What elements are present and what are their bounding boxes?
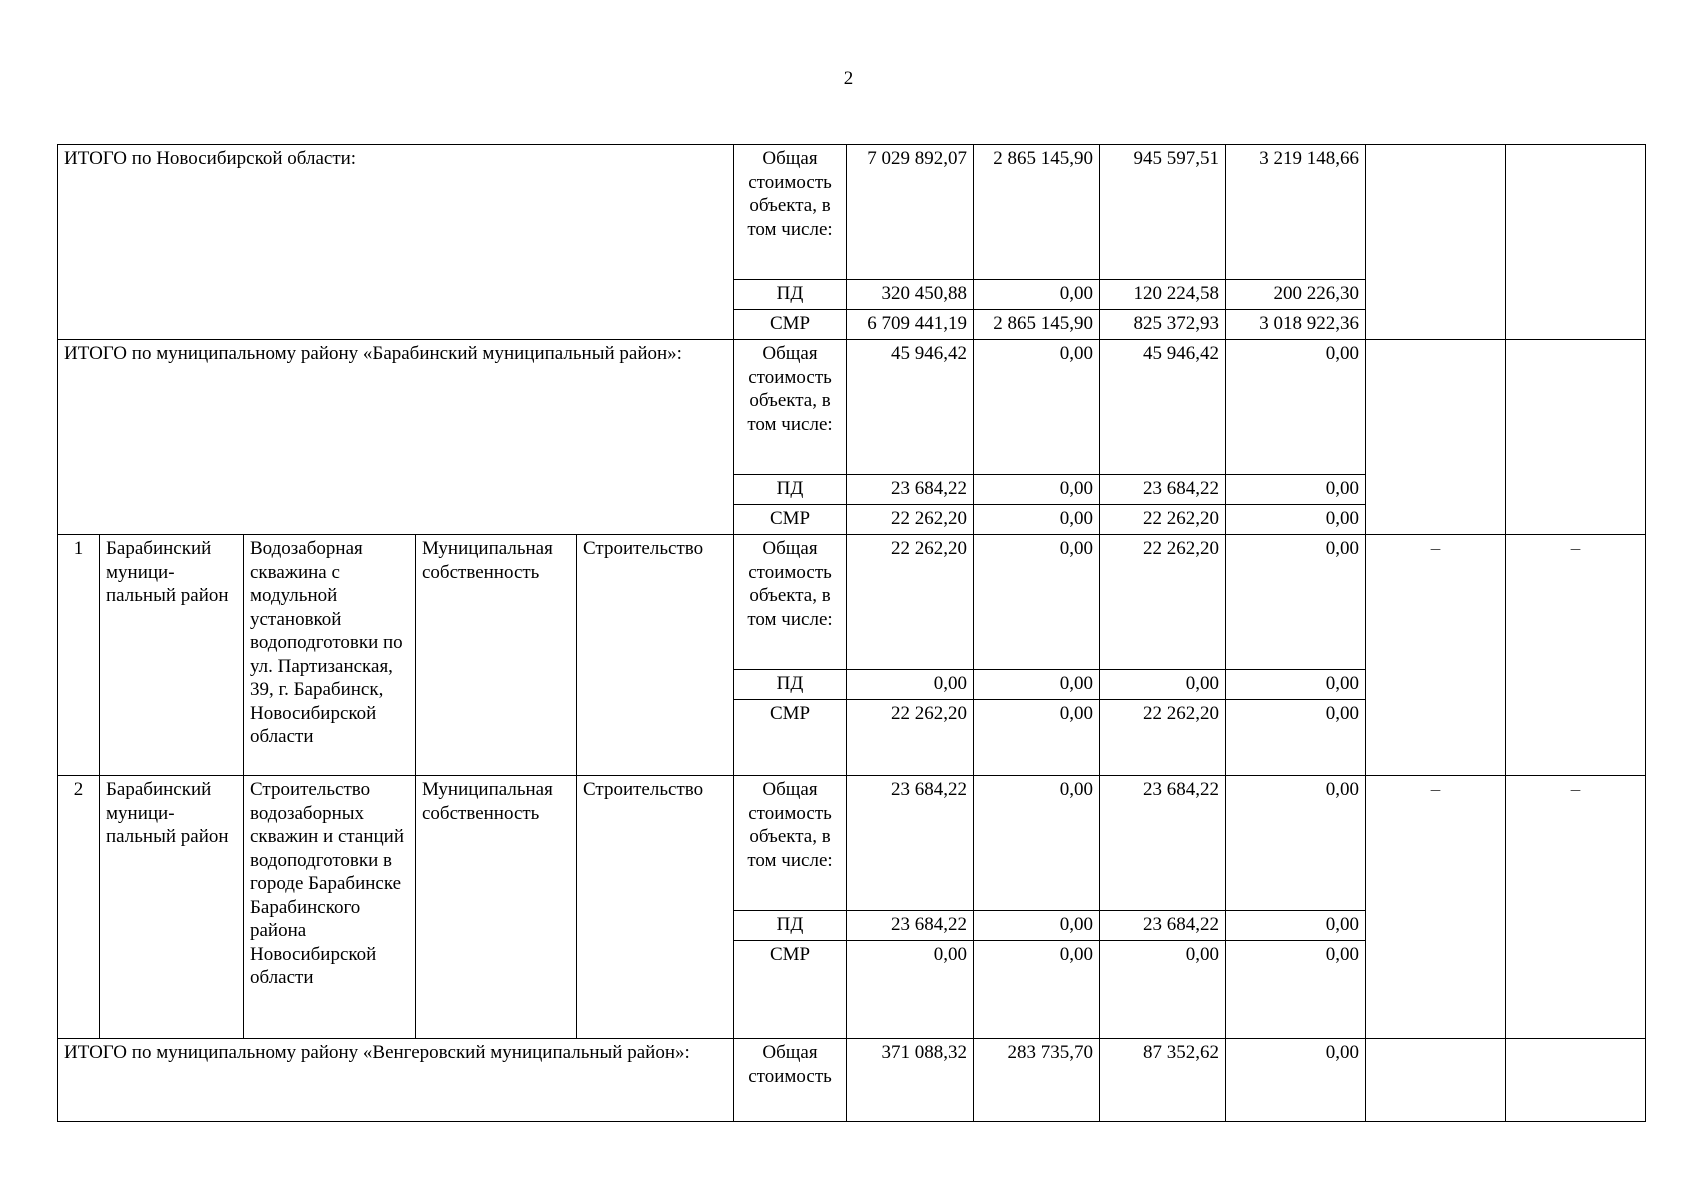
amount-cell: 200 226,30 [1226, 280, 1366, 310]
empty-cell [1506, 340, 1646, 535]
amount-cell: 23 684,22 [847, 911, 974, 941]
amount-cell: 825 372,93 [1100, 310, 1226, 340]
table-row [58, 535, 1646, 670]
amount-cell: 0,00 [974, 280, 1100, 310]
amount-cell: 23 684,22 [1100, 475, 1226, 505]
table-row [58, 1039, 1646, 1122]
object-name: Водозаборная скважина с модульной установкой водоподготовки по ул. Партизанская, 39, г. Барабинск, Новосибирской области [244, 535, 416, 776]
smr-label: СМР [734, 505, 847, 535]
empty-cell [1366, 1039, 1506, 1122]
amount-cell: 23 684,22 [1100, 911, 1226, 941]
amount-cell: 22 262,20 [1100, 505, 1226, 535]
object-number: 1 [58, 535, 100, 776]
amount-cell: 45 946,42 [1100, 340, 1226, 475]
amount-cell: 0,00 [1226, 340, 1366, 475]
pd-label: ПД [734, 280, 847, 310]
amount-cell: 23 684,22 [847, 776, 974, 911]
amount-cell: 0,00 [1226, 505, 1366, 535]
amount-cell: 0,00 [974, 475, 1100, 505]
amount-cell: 3 018 922,36 [1226, 310, 1366, 340]
table-row [58, 340, 1646, 475]
pd-label: ПД [734, 911, 847, 941]
amount-cell: 0,00 [974, 911, 1100, 941]
general-cost-label: Общая стоимость объекта, в том числе: [734, 535, 847, 670]
object-district: Барабинский муници-пальный район [100, 535, 244, 776]
amount-cell: 945 597,51 [1100, 145, 1226, 280]
amount-cell: 23 684,22 [847, 475, 974, 505]
amount-cell: 371 088,32 [847, 1039, 974, 1122]
amount-cell: 23 684,22 [1100, 776, 1226, 911]
amount-cell: 0,00 [974, 505, 1100, 535]
object-name: Строительство водозаборных скважин и станций водоподготовки в городе Барабинске Барабинского района Новосибирской области [244, 776, 416, 1039]
object-ownership: Муниципальная собственность [416, 776, 577, 1039]
general-cost-label: Общая стоимость [734, 1039, 847, 1122]
dash-cell: – [1506, 535, 1646, 776]
smr-label: СМР [734, 310, 847, 340]
amount-cell: 0,00 [974, 700, 1100, 776]
amount-cell: 0,00 [1226, 700, 1366, 776]
amount-cell: 0,00 [974, 535, 1100, 670]
page-number: 2 [843, 68, 854, 89]
empty-cell [1366, 340, 1506, 535]
amount-cell: 0,00 [1226, 475, 1366, 505]
smr-label: СМР [734, 941, 847, 1039]
amount-cell: 0,00 [1226, 776, 1366, 911]
amount-cell: 0,00 [1226, 911, 1366, 941]
amount-cell: 0,00 [1226, 670, 1366, 700]
amount-cell: 2 865 145,90 [974, 310, 1100, 340]
object-work-type: Строительство [577, 535, 734, 776]
pd-label: ПД [734, 475, 847, 505]
amount-cell: 22 262,20 [1100, 535, 1226, 670]
amount-cell: 2 865 145,90 [974, 145, 1100, 280]
amount-cell: 22 262,20 [847, 505, 974, 535]
amount-cell: 0,00 [1100, 941, 1226, 1039]
vengerovo-total-title: ИТОГО по муниципальному району «Венгеровский муниципальный район»: [58, 1039, 734, 1122]
empty-cell [1366, 145, 1506, 340]
amount-cell: 45 946,42 [847, 340, 974, 475]
general-cost-label: Общая стоимость объекта, в том числе: [734, 145, 847, 280]
dash-cell: – [1506, 776, 1646, 1039]
table-row [58, 145, 1646, 280]
object-work-type: Строительство [577, 776, 734, 1039]
amount-cell: 0,00 [1226, 535, 1366, 670]
amount-cell: 0,00 [974, 776, 1100, 911]
empty-cell [1506, 145, 1646, 340]
table-row [58, 776, 1646, 911]
amount-cell: 22 262,20 [847, 700, 974, 776]
amount-cell: 320 450,88 [847, 280, 974, 310]
pd-label: ПД [734, 670, 847, 700]
amount-cell: 87 352,62 [1100, 1039, 1226, 1122]
amount-cell: 3 219 148,66 [1226, 145, 1366, 280]
object-district: Барабинский муници-пальный район [100, 776, 244, 1039]
empty-cell [1506, 1039, 1646, 1122]
region-total-title: ИТОГО по Новосибирской области: [58, 145, 734, 340]
amount-cell: 120 224,58 [1100, 280, 1226, 310]
amount-cell: 0,00 [847, 670, 974, 700]
amount-cell: 6 709 441,19 [847, 310, 974, 340]
financing-table [57, 144, 1646, 1122]
general-cost-label: Общая стоимость объекта, в том числе: [734, 340, 847, 475]
amount-cell: 0,00 [974, 670, 1100, 700]
amount-cell: 7 029 892,07 [847, 145, 974, 280]
amount-cell: 22 262,20 [847, 535, 974, 670]
general-cost-label: Общая стоимость объекта, в том числе: [734, 776, 847, 911]
amount-cell: 22 262,20 [1100, 700, 1226, 776]
dash-cell: – [1366, 535, 1506, 776]
amount-cell: 0,00 [1226, 941, 1366, 1039]
amount-cell: 0,00 [1226, 1039, 1366, 1122]
amount-cell: 0,00 [974, 340, 1100, 475]
smr-label: СМР [734, 700, 847, 776]
dash-cell: – [1366, 776, 1506, 1039]
amount-cell: 0,00 [974, 941, 1100, 1039]
amount-cell: 0,00 [847, 941, 974, 1039]
object-number: 2 [58, 776, 100, 1039]
barabinsk-total-title: ИТОГО по муниципальному району «Барабинский муниципальный район»: [58, 340, 734, 535]
amount-cell: 283 735,70 [974, 1039, 1100, 1122]
object-ownership: Муниципальная собственность [416, 535, 577, 776]
amount-cell: 0,00 [1100, 670, 1226, 700]
